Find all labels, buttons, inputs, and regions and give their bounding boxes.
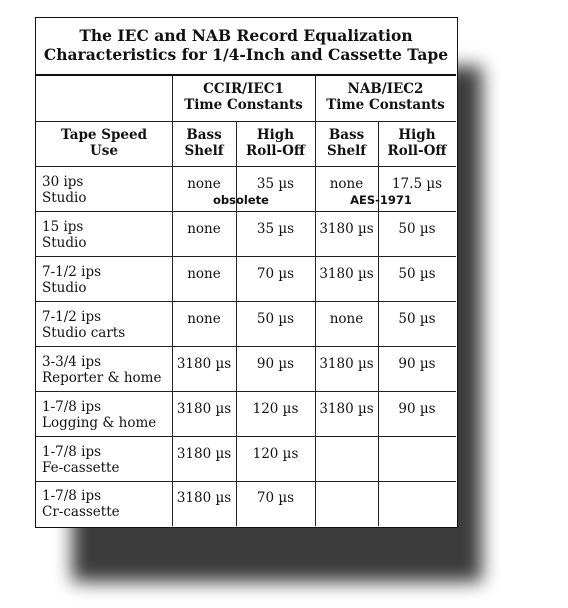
row-use-value: Reporter & home xyxy=(42,370,162,386)
ccir-group-header xyxy=(172,81,315,113)
ccir-bass-cell: 3180 µs xyxy=(176,401,232,417)
header-tape-speed xyxy=(36,127,172,159)
table-row-speed xyxy=(42,488,170,520)
nab-group-header xyxy=(315,81,456,113)
nab-bass-cell: 3180 µs xyxy=(319,221,374,237)
header-nab-bass-line-2: Shelf xyxy=(326,143,367,159)
ccir-bass-cell: none xyxy=(187,266,221,282)
row-speed-value: 1-7/8 ips xyxy=(42,488,102,504)
row-divider-4 xyxy=(36,301,456,302)
ccir-bass-cell: 3180 µs xyxy=(176,446,232,462)
header-nab-bass-line-1: Bass xyxy=(328,127,365,143)
nab-group-line-2: Time Constants xyxy=(326,97,445,113)
row-divider-6 xyxy=(36,391,456,392)
ccir-bass-cell: none xyxy=(187,311,221,327)
row-use-value: Studio xyxy=(42,190,87,206)
table-row-speed xyxy=(42,354,170,386)
ccir-bass-cell: none xyxy=(187,221,221,237)
nab-bass-cell: 3180 µs xyxy=(319,266,374,282)
ccir-high-cell: 90 µs xyxy=(256,356,295,372)
row-divider-5 xyxy=(36,346,456,347)
header-ccir-high-line-1: High xyxy=(256,127,295,143)
table-row-speed xyxy=(42,399,170,431)
ccir-high-cell: 70 µs xyxy=(256,266,295,282)
nab-high-cell: 90 µs xyxy=(398,356,436,372)
nab-high-cell: 17.5 µs xyxy=(391,176,443,192)
equalization-table-card xyxy=(35,17,458,528)
header-ccir-bass-line-1: Bass xyxy=(186,127,222,143)
row-divider-2 xyxy=(36,211,456,212)
row-speed-value: 7-1/2 ips xyxy=(42,264,102,280)
ccir-high-cell: 120 µs xyxy=(252,446,299,462)
row-speed-value: 1-7/8 ips xyxy=(42,399,102,415)
row-speed-value: 3-3/4 ips xyxy=(42,354,102,370)
nab-high-cell: 90 µs xyxy=(398,401,436,417)
row-use-value: Studio carts xyxy=(42,325,126,341)
obsolete-annotation: obsolete xyxy=(213,193,269,207)
table-row-speed xyxy=(42,219,170,251)
row-divider-1 xyxy=(36,166,456,167)
ccir-bass-cell: 3180 µs xyxy=(176,490,232,506)
header-tape-speed-line-1: Tape Speed xyxy=(60,127,148,143)
nab-bass-cell: 3180 µs xyxy=(319,356,374,372)
row-use-value: Cr-cassette xyxy=(42,504,120,520)
table-grid xyxy=(36,18,456,526)
ccir-high-cell: 35 µs xyxy=(256,221,295,237)
ccir-group-line-2: Time Constants xyxy=(184,97,303,113)
row-use-value: Fe-cassette xyxy=(42,460,120,476)
table-row-speed xyxy=(42,174,170,206)
nab-high-cell: 50 µs xyxy=(398,221,436,237)
nab-bass-cell: 3180 µs xyxy=(319,401,374,417)
nab-high-cell: 50 µs xyxy=(398,266,436,282)
header-nab-high-line-2: Roll-Off xyxy=(387,143,447,159)
nab-high-cell: 50 µs xyxy=(398,311,436,327)
header-nab-high xyxy=(378,127,456,159)
header-nab-high-line-1: High xyxy=(398,127,436,143)
ccir-high-cell: 70 µs xyxy=(256,490,295,506)
row-divider-0 xyxy=(36,121,456,122)
header-nab-bass xyxy=(315,127,378,159)
nab-bass-cell: none xyxy=(329,311,364,327)
row-use-value: Logging & home xyxy=(42,415,157,431)
ccir-high-cell: 120 µs xyxy=(252,401,299,417)
header-ccir-high xyxy=(236,127,315,159)
header-ccir-high-line-2: Roll-Off xyxy=(246,143,305,159)
title-line-2: Characteristics for 1/4-Inch and Cassette Tape xyxy=(43,45,449,64)
ccir-bass-cell: none xyxy=(187,176,221,192)
ccir-high-cell: 50 µs xyxy=(256,311,295,327)
header-ccir-bass xyxy=(172,127,236,159)
header-ccir-bass-line-2: Shelf xyxy=(184,143,224,159)
header-tape-speed-line-2: Use xyxy=(90,143,118,159)
row-divider-8 xyxy=(36,481,456,482)
row-speed-value: 1-7/8 ips xyxy=(42,444,102,460)
title-line-1: The IEC and NAB Record Equalization xyxy=(79,26,413,45)
row-speed-value: 7-1/2 ips xyxy=(42,309,102,325)
row-divider-3 xyxy=(36,256,456,257)
ccir-high-cell: 35 µs xyxy=(256,176,295,192)
nab-group-line-1: NAB/IEC2 xyxy=(347,81,424,97)
row-use-value: Studio xyxy=(42,235,87,251)
row-divider-7 xyxy=(36,436,456,437)
nab-bass-cell: none xyxy=(329,176,364,192)
table-row-speed xyxy=(42,309,170,341)
ccir-bass-cell: 3180 µs xyxy=(176,356,232,372)
table-row-speed xyxy=(42,444,170,476)
row-speed-value: 15 ips xyxy=(42,219,84,235)
aes-1971-annotation: AES-1971 xyxy=(350,193,412,207)
row-use-value: Studio xyxy=(42,280,87,296)
row-speed-value: 30 ips xyxy=(42,174,84,190)
table-row-speed xyxy=(42,264,170,296)
ccir-group-line-1: CCIR/IEC1 xyxy=(203,81,284,97)
